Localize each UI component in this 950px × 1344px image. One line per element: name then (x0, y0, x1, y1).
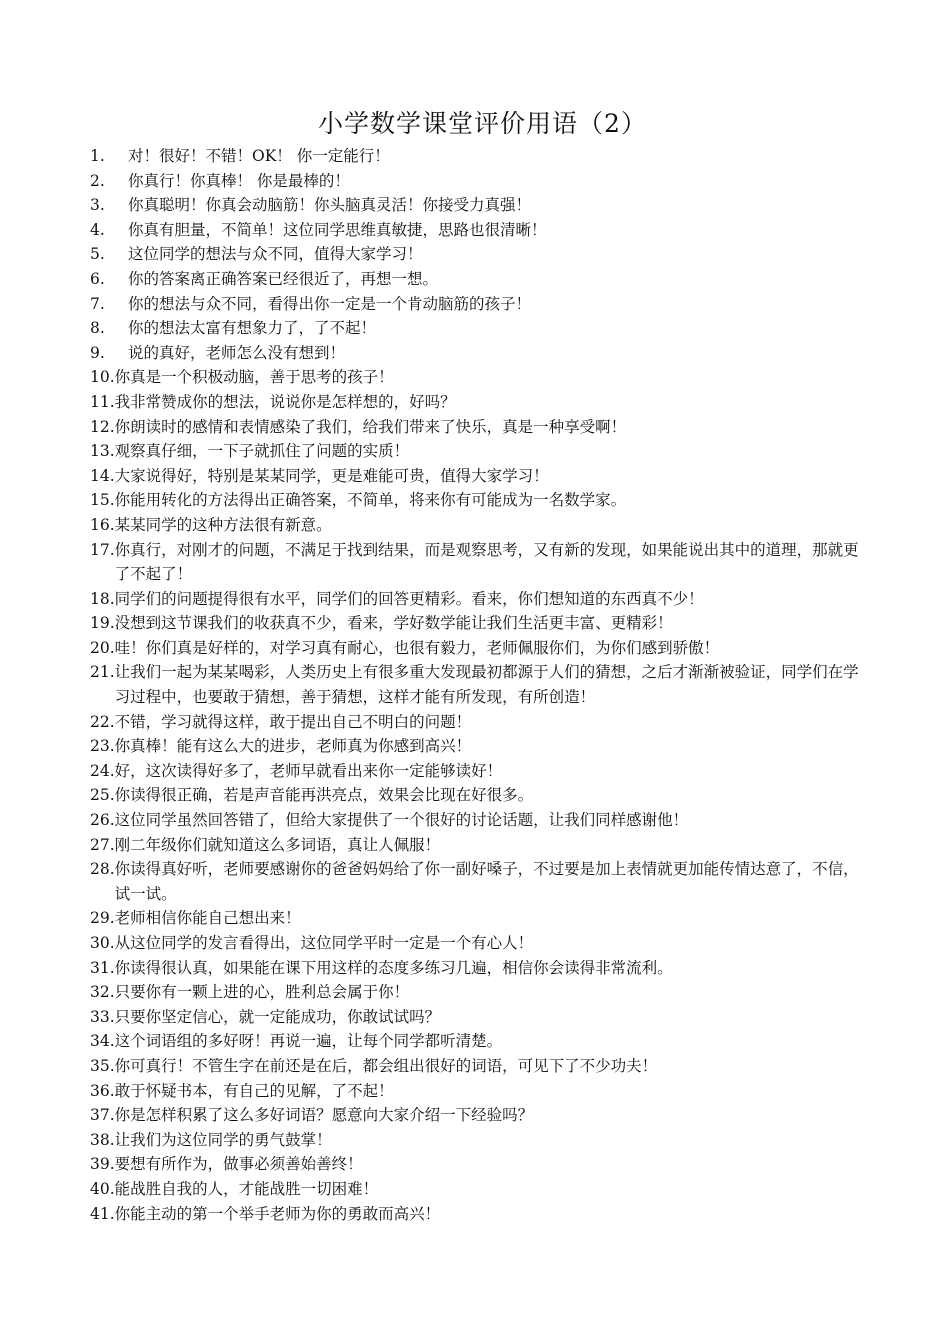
item-text: 你是怎样积累了这么多好词语？愿意向大家介绍一下经验吗？ (114, 1106, 534, 1125)
list-item (90, 906, 865, 931)
list-item (90, 415, 865, 440)
item-number: 22. (90, 712, 115, 731)
item-text: 说的真好，老师怎么没有想到！ (128, 343, 346, 362)
item-text: 你真棒！能有这么大的进步，老师真为你感到高兴！ (114, 737, 472, 756)
item-text: 你真行！你真棒！ 你是最棒的！ (128, 171, 350, 190)
item-number: 24. (90, 761, 115, 780)
item-text: 哇！你们真是好样的，对学习真有耐心，也很有毅力，老师佩服你们，为你们感到骄傲！ (114, 638, 720, 657)
item-text: 只要你坚定信心，就一定能成功，你敢试试吗？ (114, 1007, 441, 1026)
item-text: 不错，学习就得这样，敢于提出自己不明白的问题！ (114, 712, 472, 731)
list-item (90, 1128, 865, 1153)
item-number: 17. (90, 540, 115, 559)
item-number: 40. (90, 1179, 115, 1198)
item-number: 12. (90, 417, 115, 436)
item-number: 26. (90, 811, 115, 830)
item-text: 你的想法与众不同，看得出你一定是一个肯动脑筋的孩子！ (128, 294, 532, 313)
list-item (90, 636, 865, 661)
list-item (90, 1054, 865, 1079)
document-page (90, 106, 865, 1226)
list-item (90, 783, 865, 808)
item-text: 敢于怀疑书本，有自己的见解，了不起！ (114, 1081, 394, 1100)
item-number: 39. (90, 1155, 115, 1174)
list-item (90, 316, 865, 341)
item-text: 这位同学的想法与众不同，值得大家学习！ (128, 245, 423, 264)
list-item (90, 341, 865, 366)
item-number: 18. (90, 589, 115, 608)
list-item (90, 513, 865, 538)
list-item (90, 660, 865, 709)
item-number: 2. (90, 171, 105, 190)
item-text: 你真行，对刚才的问题，不满足于找到结果，而是观察思考，又有新的发现，如果能说出其中的道理，那就更了不起了！ (114, 540, 859, 584)
item-number: 23. (90, 737, 115, 756)
item-number: 1. (90, 147, 105, 165)
item-number: 9. (90, 343, 105, 362)
item-number: 30. (90, 934, 115, 952)
item-number: 14. (90, 466, 115, 485)
item-number: 19. (90, 614, 115, 633)
item-text: 你真是一个积极动脑，善于思考的孩子！ (114, 368, 394, 387)
item-number: 37. (90, 1106, 115, 1125)
list-item (90, 488, 865, 513)
list-item (90, 1005, 865, 1030)
item-text: 我非常赞成你的想法，说说你是怎样想的，好吗？ (114, 392, 456, 411)
list-item (90, 734, 865, 759)
evaluation-phrase-list (90, 144, 865, 1226)
item-number: 8. (90, 319, 105, 338)
item-number: 25. (90, 786, 115, 805)
item-text: 你读得很认真，如果能在课下用这样的态度多练习几遍，相信你会读得非常流利。 (114, 958, 673, 977)
item-text: 对！很好！不错！OK！ 你一定能行！ (128, 147, 390, 165)
list-item (90, 1202, 865, 1227)
list-item (90, 538, 865, 587)
list-item (90, 1152, 865, 1177)
item-number: 16. (90, 515, 115, 534)
list-item (90, 956, 865, 981)
item-number: 29. (90, 909, 115, 928)
item-number: 31. (90, 958, 115, 977)
item-text: 某某同学的这种方法很有新意。 (114, 515, 332, 534)
list-item (90, 439, 865, 464)
item-text: 没想到这节课我们的收获真不少，看来，学好数学能让我们生活更丰富、更精彩！ (114, 614, 673, 633)
item-text: 你的答案离正确答案已经很近了，再想一想。 (128, 269, 439, 288)
list-item (90, 1103, 865, 1128)
item-number: 36. (90, 1081, 115, 1100)
item-number: 34. (90, 1032, 115, 1051)
item-number: 33. (90, 1007, 115, 1026)
item-text: 要想有所作为，做事必须善始善终！ (114, 1155, 363, 1174)
list-item (90, 267, 865, 292)
item-text: 好，这次读得好多了，老师早就看出来你一定能够读好！ (114, 761, 503, 780)
item-text: 你真聪明！你真会动脑筋！你头脑真灵活！你接受力真强！ (128, 196, 532, 215)
item-number: 20. (90, 638, 115, 657)
item-number: 7. (90, 294, 105, 313)
item-number: 15. (90, 491, 115, 510)
item-text: 你能主动的第一个举手老师为你的勇敢而高兴！ (114, 1204, 441, 1223)
list-item (90, 144, 865, 169)
item-number: 41. (90, 1204, 115, 1223)
list-item (90, 611, 865, 636)
item-number: 13. (90, 442, 115, 461)
item-text: 你真有胆量，不简单！这位同学思维真敏捷，思路也很清晰！ (128, 220, 547, 239)
list-item (90, 1029, 865, 1054)
item-number: 11. (90, 392, 115, 411)
item-number: 3. (90, 196, 105, 215)
list-item (90, 587, 865, 612)
item-text: 观察真仔细，一下子就抓住了问题的实质！ (114, 442, 410, 461)
item-number: 10. (90, 368, 115, 387)
item-text: 你的想法太富有想象力了，了不起！ (128, 319, 377, 338)
item-text: 这位同学虽然回答错了，但给大家提供了一个很好的讨论话题，让我们同样感谢他！ (114, 811, 689, 830)
item-number: 35. (90, 1056, 115, 1075)
item-text: 只要你有一颗上进的心，胜利总会属于你！ (114, 983, 410, 1002)
item-number: 4. (90, 220, 105, 239)
list-item (90, 1079, 865, 1104)
list-item (90, 218, 865, 243)
item-text: 你朗读时的感情和表情感染了我们，给我们带来了快乐，真是一种享受啊！ (114, 417, 627, 436)
item-text: 从这位同学的发言看得出，这位同学平时一定是一个有心人！ (114, 934, 534, 952)
item-number: 6. (90, 269, 105, 288)
item-text: 你读得真好听，老师要感谢你的爸爸妈妈给了你一副好嗓子，不过要是加上表情就更加能传情达意了，不信，试一试。 (114, 860, 859, 903)
item-text: 老师相信你能自己想出来！ (114, 909, 301, 928)
item-number: 21. (90, 663, 115, 682)
list-item (90, 1177, 865, 1202)
list-item (90, 464, 865, 489)
item-number: 32. (90, 983, 115, 1002)
list-item (90, 169, 865, 194)
list-item (90, 193, 865, 218)
item-text: 刚二年级你们就知道这么多词语，真让人佩服！ (114, 835, 441, 854)
item-text: 让我们一起为某某喝彩，人类历史上有很多重大发现最初都源于人们的猜想，之后才渐渐被验证，同学们在学习过程中，也要敢于猜想，善于猜想，这样才能有所发现，有所创造！ (114, 663, 859, 707)
item-text: 这个词语组的多好呀！再说一遍，让每个同学都听清楚。 (114, 1032, 503, 1051)
item-number: 27. (90, 835, 115, 854)
item-number: 5. (90, 245, 105, 264)
list-item (90, 833, 865, 858)
item-text: 能战胜自我的人，才能战胜一切困难！ (114, 1179, 379, 1198)
list-item (90, 390, 865, 415)
item-text: 你可真行！不管生字在前还是在后，都会组出很好的词语，可见下了不少功夫！ (114, 1056, 658, 1075)
list-item (90, 759, 865, 784)
item-text: 你读得很正确，若是声音能再洪亮点，效果会比现在好很多。 (114, 786, 534, 805)
list-item (90, 980, 865, 1005)
list-item (90, 808, 865, 833)
item-number: 28. (90, 860, 115, 879)
list-item (90, 365, 865, 390)
item-text: 同学们的问题提得很有水平，同学们的回答更精彩。看来，你们想知道的东西真不少！ (114, 589, 704, 608)
page-title: 小学数学课堂评价用语（2） (318, 109, 647, 138)
item-text: 你能用转化的方法得出正确答案，不简单，将来你有可能成为一名数学家。 (114, 491, 627, 510)
list-item (90, 857, 865, 906)
item-text: 让我们为这位同学的勇气鼓掌！ (114, 1130, 332, 1149)
list-item (90, 931, 865, 956)
item-number: 38. (90, 1130, 115, 1149)
list-item (90, 292, 865, 317)
list-item (90, 710, 865, 735)
item-text: 大家说得好，特别是某某同学，更是难能可贵，值得大家学习！ (114, 466, 549, 485)
list-item (90, 242, 865, 267)
